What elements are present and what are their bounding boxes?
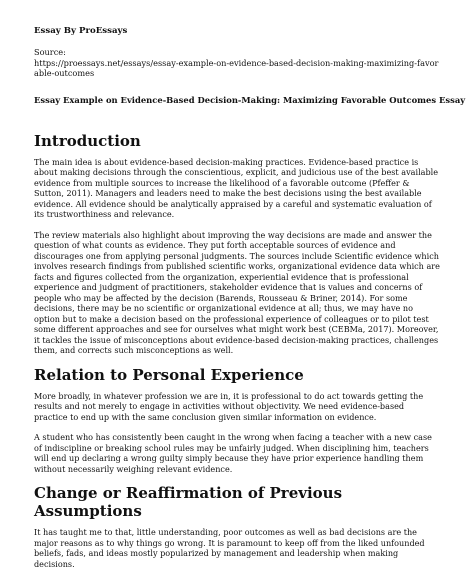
paragraph: A student who has consistently been caught in the wrong when facing a teacher with a new case of indiscipline or breaking school rules may be unfairly judged. When disciplining him, teachers will end up declaring a wrong guilty simply because they have prior experience handling them without necessarily weighing relevant evidence.: [34, 432, 432, 474]
section-heading-introduction: Introduction: [34, 131, 141, 150]
section-heading-personal-experience: Relation to Personal Experience: [34, 365, 304, 384]
paragraph: The review materials also highlight about improving the way decisions are made and answer the question of what counts as evidence. They put forth acceptable sources of evidence and discourages one from applying personal judgments. The sources include Scientific evidence which involves research findings from published scientific works, organizational evidence data which are facts and figures collected from the organization, experiential evidence that is professional experience and judgment of practitioners, stakeholder evidence that is values and concerns of people who may be affected by the decision (Barends, Rousseau & Briner, 2014). For some decisions, there may be no scientific or organizational evidence at all; thus, we may have no option but to make a decision based on the professional experience of colleagues or to pilot test some different approaches and see for ourselves what might work best (CEBMa, 2017). Moreover, it tackles the issue of misconceptions about evidence-based decision-making practices, challenges them, and corrects such misconceptions as well.: [34, 229, 440, 355]
section-heading-assumptions: Change or Reaffirmation of Previous Assumptions: [34, 484, 343, 520]
document-title: Essay Example on Evidence-Based Decision-Making: Maximizing Favorable Outcomes Essay: [34, 94, 466, 105]
source-url[interactable]: https://proessays.net/essays/essay-example-on-evidence-based-decision-making-maximizing-favorable-outcomes: [34, 57, 439, 78]
paragraph: It has taught me to that, little understanding, poor outcomes as well as bad decisions are the major reasons as to why things go wrong. It is paramount to keep off from the liked unfounded beliefs, fads, and ideas mostly popularized by management and leadership when making decisions.: [34, 527, 425, 569]
source-block: [34, 47, 440, 79]
source-label: Source:: [34, 47, 66, 57]
brand-header: Essay By ProEssays: [34, 26, 128, 36]
paragraph: The main idea is about evidence-based decision-making practices. Evidence-based practice is about making decisions through the conscientious, explicit, and judicious use of the best available evidence from multiple sources to increase the likelihood of a favorable outcome (Pfeffer & Sutton, 2011). Managers and leaders need to make the best decisions using the best available evidence. All evidence should be analytically appraised by a careful and systematic evaluation of its trustworthiness and relevance.: [34, 156, 439, 219]
paragraph: More broadly, in whatever profession we are in, it is professional to do act towards getting the results and not merely to engage in activities without objectivity. We need evidence-based practice to end up with the same conclusion given similar information on evidence.: [34, 390, 424, 422]
